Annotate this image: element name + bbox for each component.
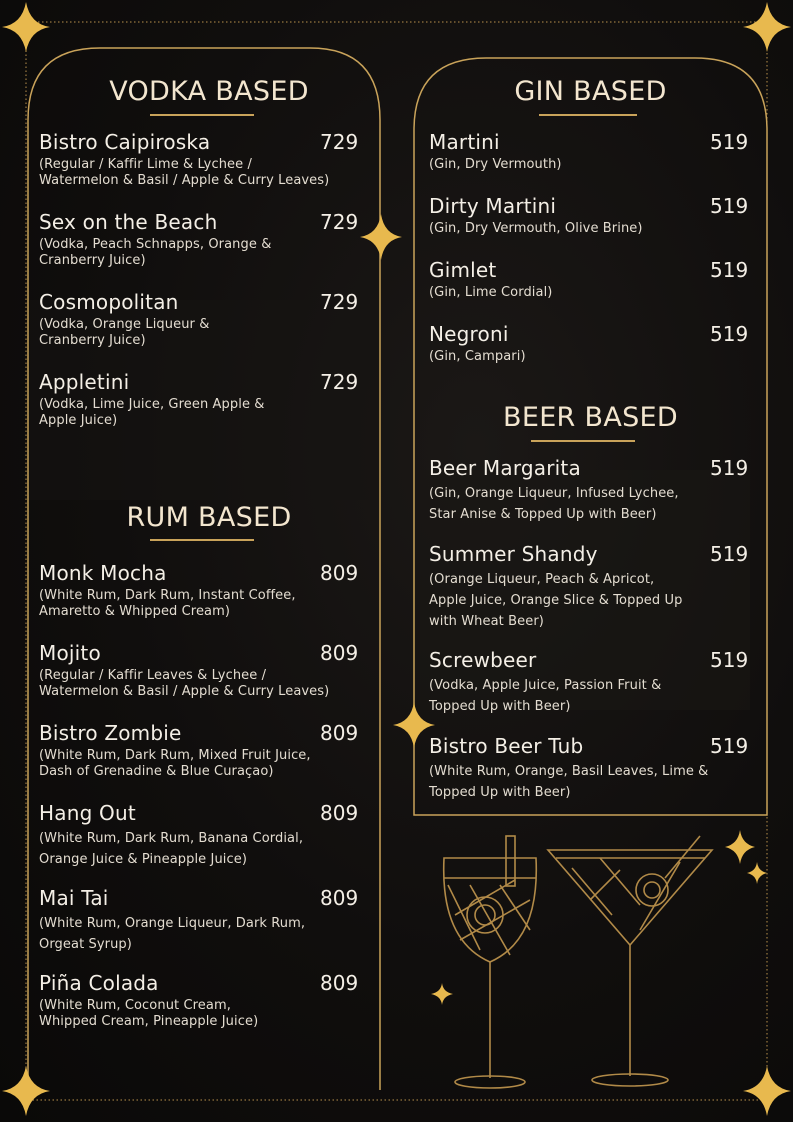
menu-item-name: Screwbeer — [429, 648, 537, 672]
vodka-title-underline — [150, 114, 254, 116]
menu-item-price: 729 — [320, 210, 359, 234]
menu-item-price: 809 — [320, 561, 359, 585]
cocktail-illustration-icon — [444, 836, 712, 1088]
gin-title-underline — [539, 114, 637, 116]
menu-item-price: 809 — [320, 801, 359, 825]
menu-item-description: (Vodka, Peach Schnapps, Orange & Cranberry Juice) — [39, 237, 272, 268]
menu-item-description: (White Rum, Dark Rum, Mixed Fruit Juice, Dash of Grenadine & Blue Curaçao) — [39, 748, 311, 779]
menu-item-name: Piña Colada — [39, 971, 159, 995]
menu-item-price: 519 — [710, 456, 749, 480]
menu-item-description: (White Rum, Dark Rum, Banana Cordial, Orange Juice & Pineapple Juice) — [39, 831, 304, 867]
menu-item-price: 519 — [710, 648, 749, 672]
menu-item-description: (Gin, Campari) — [429, 349, 526, 364]
rum-title-underline — [150, 539, 254, 541]
menu-item-price: 729 — [320, 290, 359, 314]
menu-item-price: 519 — [710, 542, 749, 566]
menu-item-name: Mai Tai — [39, 886, 109, 910]
menu-item-description: (Vodka, Orange Liqueur & Cranberry Juice) — [39, 317, 210, 348]
menu-item-price: 729 — [320, 130, 359, 154]
menu-item-price: 519 — [710, 130, 749, 154]
menu-item-description: (Orange Liqueur, Peach & Apricot, Apple Juice, Orange Slice & Topped Up with Wheat Beer) — [429, 572, 683, 629]
menu-item-name: Negroni — [429, 322, 509, 346]
menu-item-description: (Vodka, Lime Juice, Green Apple & Apple Juice) — [39, 397, 265, 428]
menu-item-name: Monk Mocha — [39, 561, 167, 585]
rum-section-title: RUM BASED — [126, 502, 292, 533]
menu-item-description: (Gin, Lime Cordial) — [429, 285, 553, 300]
menu-item-description: (Vodka, Apple Juice, Passion Fruit & Topped Up with Beer) — [429, 678, 662, 714]
menu-item-name: Summer Shandy — [429, 542, 598, 566]
menu-item-name: Bistro Beer Tub — [429, 734, 584, 758]
menu-item-price: 519 — [710, 322, 749, 346]
gin-section-title: GIN BASED — [514, 76, 667, 107]
menu-item-name: Dirty Martini — [429, 194, 557, 218]
menu-item-description: (Gin, Dry Vermouth, Olive Brine) — [429, 221, 643, 236]
menu-item-description: (Regular / Kaffir Lime & Lychee / Watermelon & Basil / Apple & Curry Leaves) — [39, 157, 330, 188]
menu-item-price: 809 — [320, 886, 359, 910]
menu-item-description: (White Rum, Orange Liqueur, Dark Rum, Orgeat Syrup) — [39, 916, 306, 952]
menu-item-name: Gimlet — [429, 258, 497, 282]
menu-item-description: (White Rum, Dark Rum, Instant Coffee, Amaretto & Whipped Cream) — [39, 588, 296, 619]
vodka-section-title: VODKA BASED — [109, 76, 309, 107]
menu-item-price: 809 — [320, 971, 359, 995]
menu-item-price: 809 — [320, 641, 359, 665]
menu-item-description: (Gin, Dry Vermouth) — [429, 157, 562, 172]
menu-item-price: 519 — [710, 258, 749, 282]
menu-item-description: (White Rum, Orange, Basil Leaves, Lime & Topped Up with Beer) — [429, 764, 709, 800]
menu-item-price: 729 — [320, 370, 359, 394]
menu-item-name: Appletini — [39, 370, 130, 394]
menu-item-description: (Regular / Kaffir Leaves & Lychee / Watermelon & Basil / Apple & Curry Leaves) — [39, 668, 330, 699]
menu-item-description: (Gin, Orange Liqueur, Infused Lychee, Star Anise & Topped Up with Beer) — [429, 486, 679, 522]
menu-item-name: Sex on the Beach — [39, 210, 218, 234]
menu-item-name: Cosmopolitan — [39, 290, 179, 314]
menu-item-name: Mojito — [39, 641, 101, 665]
menu-item-name: Beer Margarita — [429, 456, 581, 480]
menu-item-name: Hang Out — [39, 801, 136, 825]
beer-title-underline — [531, 440, 635, 442]
menu-item-description: (White Rum, Coconut Cream, Whipped Cream, Pineapple Juice) — [39, 998, 259, 1029]
menu-item-price: 519 — [710, 194, 749, 218]
menu-item-name: Martini — [429, 130, 500, 154]
beer-section-title: BEER BASED — [503, 402, 678, 433]
menu-item-name: Bistro Caipiroska — [39, 130, 211, 154]
menu-item-name: Bistro Zombie — [39, 721, 182, 745]
menu-item-price: 809 — [320, 721, 359, 745]
menu-item-price: 519 — [710, 734, 749, 758]
